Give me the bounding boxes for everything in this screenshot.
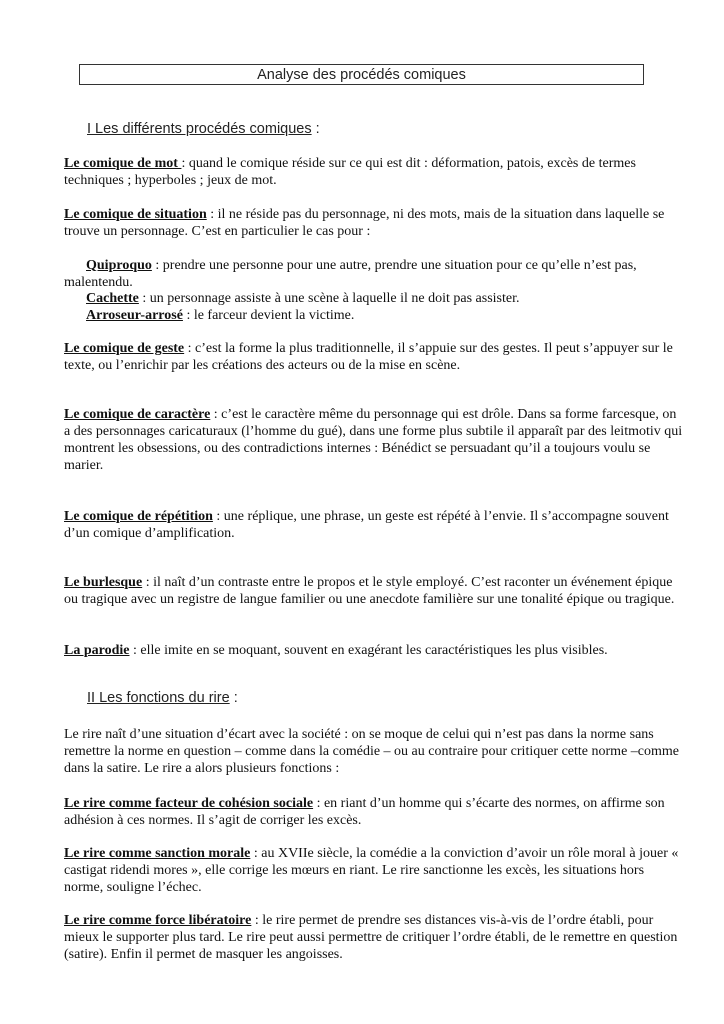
paragraph-comique-de-caractere: Le comique de caractère : c’est le caractère même du personnage qui est drôle. Dans sa forme farcesque, on a des personnages caricaturaux (l’homme du gué), dans une forme plus subtile il apparaît par des leitmotiv qui montrent les obsessions, ou des contradictions internes : Bénédict se persuadant qu’il a toujours voulu se marier. [64,407,683,473]
paragraph-comique-de-geste: Le comique de geste : c’est la forme la plus traditionnelle, il s’appuie sur des gestes. Il peut s’appuyer sur le texte, ou l’enrichir par les créations des acteurs ou de la mise en scène. [64,341,673,373]
paragraph-force-liberatoire: Le rire comme force libératoire : le rire permet de prendre ses distances vis-à-vis de l’ordre établi, pour mieux le supporter plus tard. Le rire peut aussi permettre de critiquer l’ordre établi, de le remettre en question (satire). Enfin il permet de masquer les angoisses. [64,913,678,962]
paragraph-arroseur-arrose: Arroseur-arrosé : le farceur devient la victime. [86,308,355,323]
paragraph-comique-de-situation: Le comique de situation : il ne réside pas du personnage, ni des mots, mais de la situation dans laquelle se trouve un personnage. C’est en particulier le cas pour : [64,207,665,239]
term-arroseur-arrose: Arroseur-arrosé [86,308,183,323]
term-comique-de-geste: Le comique de geste [64,341,185,356]
term-comique-de-repetition: Le comique de répétition [64,509,213,524]
section-2-heading: II Les fonctions du rire : [87,690,238,706]
paragraph-intro-fonctions: Le rire naît d’une situation d’écart avec la société : on se moque de celui qui n’est pas dans la norme sans remettre la norme en question – comme dans la comédie – ou au contraire pour critiquer cette norme –comme dans la satire. Le rire a alors plusieurs fonctions : [64,727,679,776]
term-cohesion-sociale: Le rire comme facteur de cohésion sociale [64,796,314,811]
section-1-heading: I Les différents procédés comiques : [87,121,320,137]
paragraph-comique-de-repetition: Le comique de répétition : une réplique, une phrase, un geste est répété à l’envie. Il s’accompagne souvent d’un comique d’amplification. [64,509,669,541]
document-title: Analyse des procédés comiques [79,64,644,85]
term-comique-de-mot: Le comique de mot [64,156,182,171]
term-force-liberatoire: Le rire comme force libératoire [64,913,252,928]
paragraph-burlesque: Le burlesque : il naît d’un contraste entre le propos et le style employé. C’est raconter un événement épique ou tragique avec un registre de langue familier ou une anecdote familière sur une tonalité épique ou tragique. [64,575,675,607]
term-cachette: Cachette [86,291,139,306]
term-burlesque: Le burlesque [64,575,143,590]
paragraph-quiproquo: Quiproquo : prendre une personne pour une autre, prendre une situation pour ce qu’elle n’est pas, malentendu. [64,258,637,290]
paragraph-sanction-morale: Le rire comme sanction morale : au XVIIe siècle, la comédie a la conviction d’avoir un rôle moral à jouer « castigat ridendi mores », elle corrige les mœurs en riant. Le rire sanctionne les excès, les situations hors norme, souligne l’échec. [64,846,679,895]
term-comique-de-situation: Le comique de situation [64,207,207,222]
term-parodie: La parodie [64,643,130,658]
term-comique-de-caractere: Le comique de caractère [64,407,211,422]
term-quiproquo: Quiproquo [86,258,152,273]
paragraph-parodie: La parodie : elle imite en se moquant, souvent en exagérant les caractéristiques les plus visibles. [64,643,608,658]
paragraph-cachette: Cachette : un personnage assiste à une scène à laquelle il ne doit pas assister. [86,291,520,306]
paragraph-cohesion-sociale: Le rire comme facteur de cohésion sociale : en riant d’un homme qui s’écarte des normes, on affirme son adhésion à ces normes. Il s’agit de corriger les excès. [64,796,665,828]
paragraph-comique-de-mot: Le comique de mot : quand le comique réside sur ce qui est dit : déformation, patois, excès de termes techniques ; hyperboles ; jeux de mot. [64,156,636,188]
term-sanction-morale: Le rire comme sanction morale [64,846,251,861]
